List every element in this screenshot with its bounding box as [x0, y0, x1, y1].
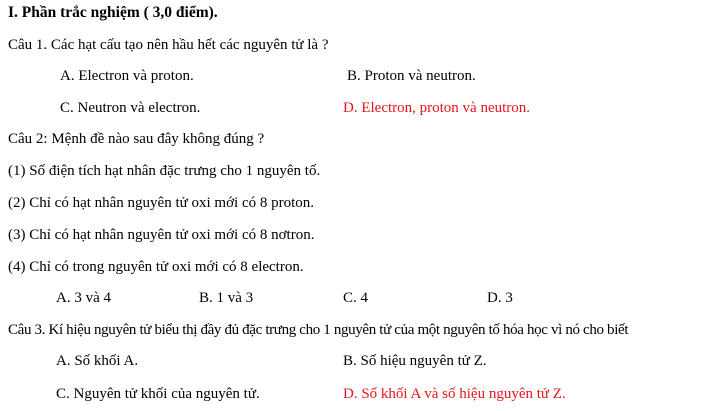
question-1-option-b[interactable]: B. Proton và neutron. — [347, 68, 476, 84]
question-2-statement-1: (1) Số điện tích hạt nhân đặc trưng cho 1 nguyên tố. — [8, 163, 321, 179]
question-2-option-c[interactable]: C. 4 — [343, 290, 369, 306]
question-2-option-b[interactable]: B. 1 và 3 — [199, 290, 254, 306]
question-2-statement-2: (2) Chỉ có hạt nhân nguyên tử oxi mới có 8 proton. — [8, 195, 315, 211]
question-1-option-d-correct[interactable]: D. Electron, proton và neutron. — [343, 100, 531, 116]
question-3-option-b[interactable]: B. Số hiệu nguyên tử Z. — [343, 353, 487, 369]
question-1-stem: Câu 1. Các hạt cấu tạo nên hầu hết các nguyên tử là ? — [8, 37, 329, 53]
question-2-statement-4: (4) Chỉ có trong nguyên tử oxi mới có 8 electron. — [8, 259, 304, 275]
question-2-stem: Câu 2: Mệnh đề nào sau đây không đúng ? — [8, 131, 265, 147]
question-2-option-a[interactable]: A. 3 và 4 — [56, 290, 111, 306]
question-3-option-c[interactable]: C. Nguyên tử khối của nguyên tử. — [56, 386, 260, 402]
question-3-option-a[interactable]: A. Số khối A. — [56, 353, 139, 369]
question-3-option-d-correct[interactable]: D. Số khối A và số hiệu nguyên tử Z. — [343, 386, 566, 402]
question-2-statement-3: (3) Chỉ có hạt nhân nguyên tử oxi mới có 8 nơtron. — [8, 227, 315, 243]
question-2-option-d[interactable]: D. 3 — [487, 290, 513, 306]
section-title: I. Phần trắc nghiệm ( 3,0 điểm). — [8, 4, 218, 21]
question-1-option-c[interactable]: C. Neutron và electron. — [60, 100, 201, 116]
question-3-stem: Câu 3. Kí hiệu nguyên tử biểu thị đầy đủ đặc trưng cho 1 nguyên tử của một nguyên tố hóa học vì nó cho biết — [8, 322, 629, 338]
question-1-option-a[interactable]: A. Electron và proton. — [60, 68, 194, 84]
